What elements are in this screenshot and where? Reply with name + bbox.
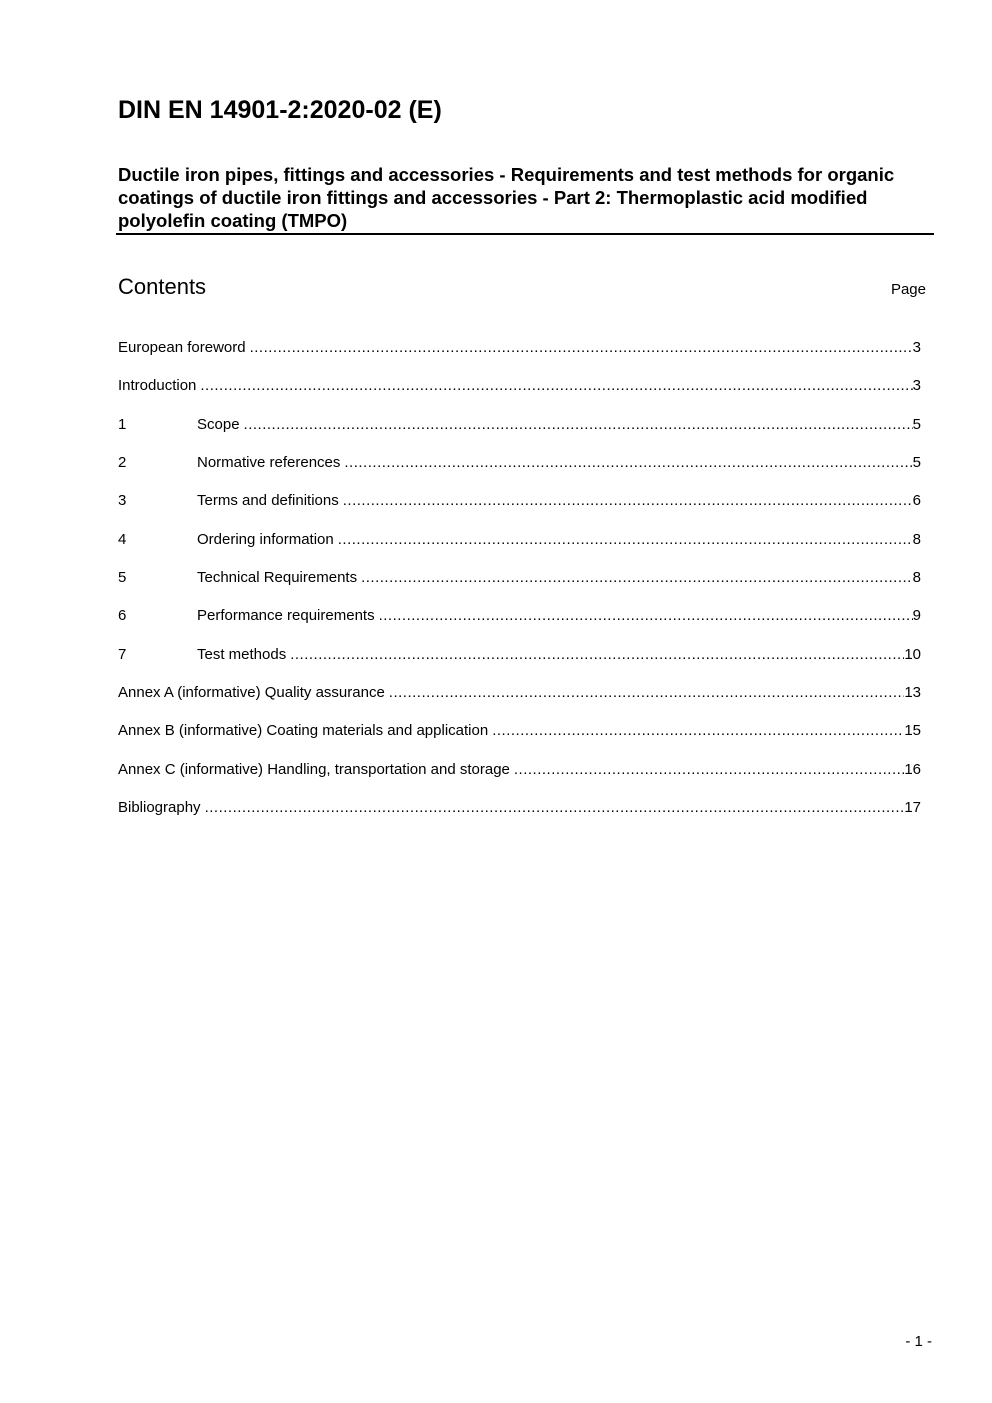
document-title: Ductile iron pipes, fittings and accessories - Requirements and test methods for organic coatings of ductile iron fittings and accessories - Part 2: Thermoplastic acid modified polyolefin coating (TMPO) [118,164,895,231]
toc-entry-performance-requirements[interactable] [118,606,921,644]
toc-entry-page: 10 [904,645,921,663]
toc-entry-page: 8 [912,530,921,548]
toc-entry-page: 5 [912,454,921,472]
toc-entry-page: 6 [912,492,921,510]
toc-entry-title: Introduction [118,377,197,395]
document-id: DIN EN 14901-2:2020-02 (E) [118,96,442,124]
toc-entry-number: 4 [118,530,127,548]
toc-leader-dots [344,453,912,473]
toc-leader-dots [492,721,904,741]
toc-entry-annex-b[interactable] [118,721,921,759]
toc-entry-page: 3 [912,339,921,356]
toc-entry-terms-and-definitions[interactable] [118,491,921,529]
page-column-heading: Page [890,281,926,298]
toc-entry-bibliography[interactable] [118,798,921,836]
toc-entry-normative-references[interactable] [118,453,921,491]
toc-entry-title: Performance requirements [197,607,375,625]
toc-entry-page: 15 [904,722,921,740]
toc-entry-page: 16 [904,760,921,778]
toc-entry-number: 7 [118,645,127,663]
toc-entry-number: 5 [118,569,127,587]
toc-entry-page: 8 [912,569,921,587]
toc-entry-annex-c[interactable] [118,760,921,798]
toc-leader-dots [361,568,913,588]
toc-leader-dots [338,530,913,550]
toc-entry-title: Terms and definitions [197,492,339,510]
toc-entry-title: Test methods [197,645,287,663]
toc-leader-dots [343,491,913,511]
toc-entry-number: 1 [118,415,127,433]
table-of-contents [118,338,921,836]
toc-entry-scope[interactable] [118,415,921,453]
toc-entry-number: 3 [118,492,127,510]
toc-leader-dots [389,683,905,703]
toc-entry-page: 17 [904,799,921,817]
toc-leader-dots [514,760,904,780]
toc-entry-title: Annex A (informative) Quality assurance [118,684,385,702]
toc-leader-dots [244,415,913,435]
toc-leader-dots [290,645,904,665]
toc-leader-dots [200,376,912,396]
toc-entry-technical-requirements[interactable] [118,568,921,606]
toc-entry-page: 13 [904,684,921,702]
toc-entry-number: 6 [118,607,127,625]
toc-entry-test-methods[interactable] [118,645,921,683]
toc-leader-dots [250,338,913,358]
toc-entry-page: 5 [912,415,921,433]
toc-entry-number: 2 [118,454,127,472]
toc-entry-title: European foreword [118,339,246,356]
toc-leader-dots [379,606,913,626]
toc-entry-european-foreword[interactable] [118,338,921,376]
title-divider [116,233,934,235]
toc-entry-introduction[interactable] [118,376,921,414]
toc-entry-page: 3 [912,377,921,395]
page-number: - 1 - [905,1333,932,1350]
toc-entry-title: Normative references [197,454,341,472]
contents-heading: Contents [118,274,207,299]
toc-entry-title: Annex B (informative) Coating materials and application [118,722,489,740]
toc-entry-title: Annex C (informative) Handling, transportation and storage [118,760,510,778]
toc-entry-annex-a[interactable] [118,683,921,721]
toc-entry-title: Scope [197,415,240,433]
toc-leader-dots [205,798,905,818]
toc-entry-title: Technical Requirements [197,569,358,587]
toc-entry-title: Bibliography [118,799,201,817]
toc-entry-page: 9 [912,607,921,625]
toc-entry-title: Ordering information [197,530,334,548]
toc-entry-ordering-information[interactable] [118,530,921,568]
